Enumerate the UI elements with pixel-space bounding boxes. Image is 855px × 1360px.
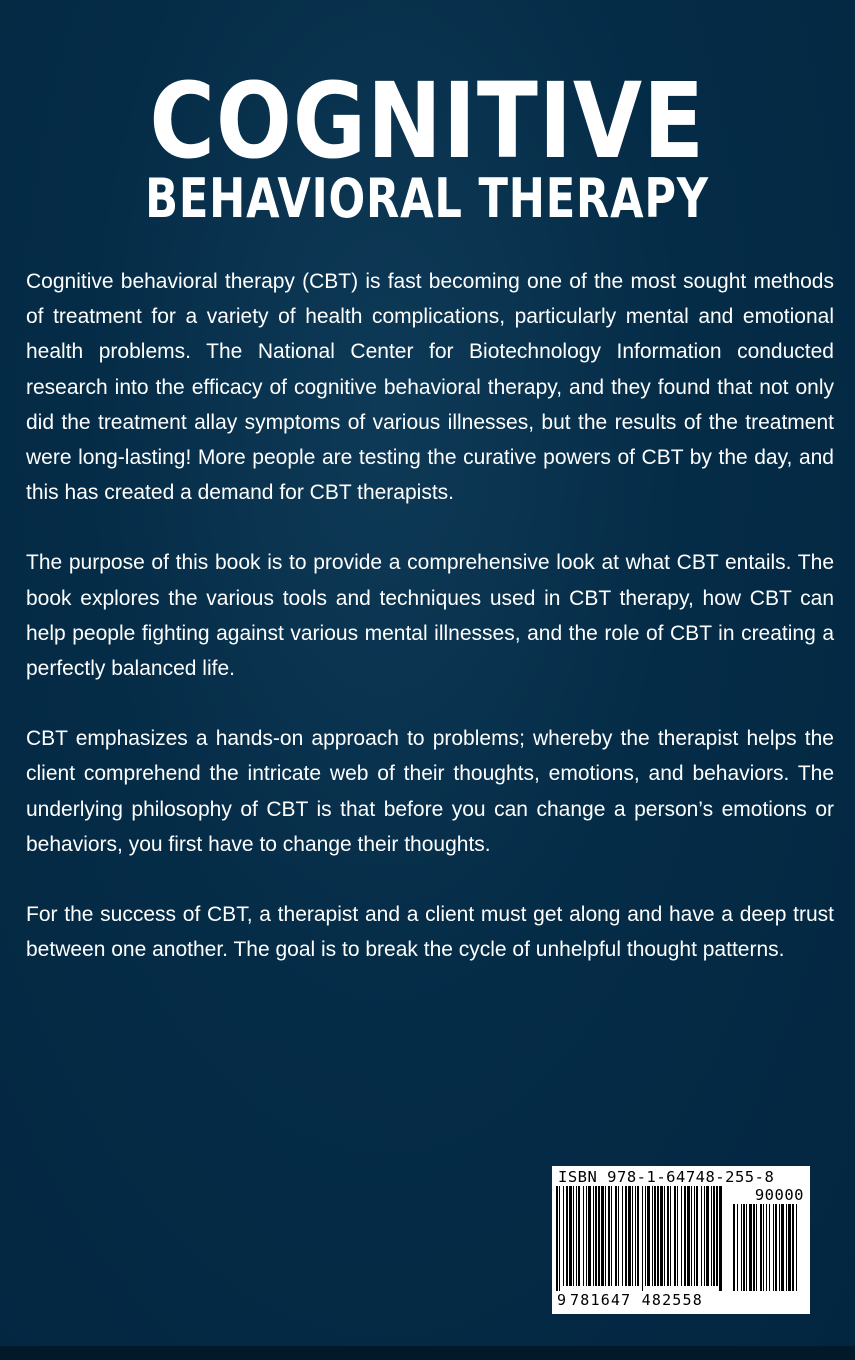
barcode-addon-bars xyxy=(732,1204,804,1291)
title-subtitle: BEHAVIORAL THERAPY xyxy=(145,167,709,230)
blurb-paragraph-3: CBT emphasizes a hands-on approach to problems; whereby the therapist helps the client comprehend the intricate web of their thoughts, emotions, and behaviors. The underlying philosophy of CBT is that before you can change a person’s emotions or behaviors, you first have to change their thoughts. xyxy=(26,727,834,856)
ean-rest-digits: 781647 482558 xyxy=(570,1291,703,1309)
barcode-bars xyxy=(555,1186,727,1291)
price-code: 90000 xyxy=(754,1186,804,1204)
isbn-label: ISBN 978-1-64748-255-8 xyxy=(558,1168,775,1186)
bottom-edge xyxy=(0,1346,855,1360)
blurb-paragraph-1: Cognitive behavioral therapy (CBT) is fast becoming one of the most sought methods of treatment for a variety of health complications, particularly mental and emotional health problems. The National Center for Biotechnology Information conducted research into the efficacy of cognitive behavioral therapy, and they found that not only did the treatment allay symptoms of various illnesses, but the results of the treatment were long-lasting! More people are testing the curative powers of CBT by the day, and this has created a demand for CBT therapists. xyxy=(26,270,834,505)
blurb-text xyxy=(26,264,834,1002)
ean-first-digit: 9 xyxy=(557,1291,567,1309)
isbn-barcode xyxy=(552,1166,810,1314)
blurb-paragraph-2: The purpose of this book is to provide a comprehensive look at what CBT entails. The book explores the various tools and techniques used in CBT therapy, how CBT can help people fighting against various mental illnesses, and the role of CBT in creating a perfectly balanced life. xyxy=(26,551,834,681)
title-main: COGNITIVE xyxy=(149,60,705,182)
blurb-paragraph-4: For the success of CBT, a therapist and a client must get along and have a deep trust between one another. The goal is to break the cycle of unhelpful thought patterns. xyxy=(26,903,834,962)
